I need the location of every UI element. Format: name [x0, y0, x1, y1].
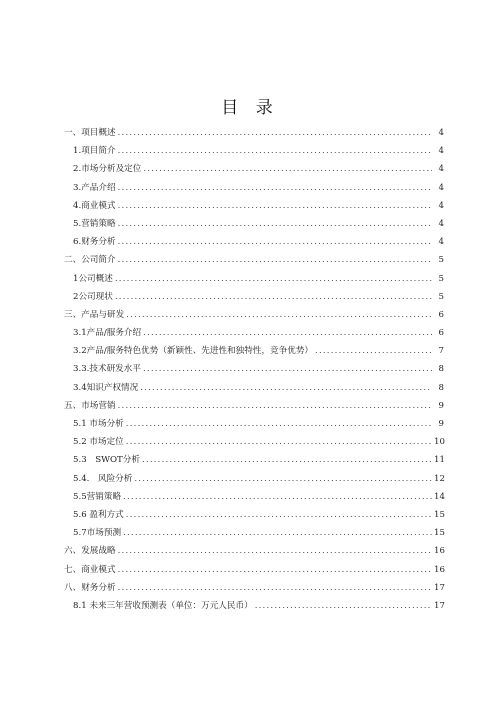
toc-entry[interactable]	[64, 160, 444, 178]
toc-entry-page-number: 17	[434, 582, 445, 593]
dot-leader	[118, 251, 432, 269]
dot-leader	[118, 142, 432, 160]
toc-entry[interactable]	[64, 561, 444, 579]
toc-entry[interactable]	[64, 324, 444, 342]
dot-leader	[126, 506, 432, 524]
toc-entry-label: 2.市场分析及定位	[73, 164, 142, 175]
toc-entry-page-number: 14	[434, 491, 445, 502]
toc-entry-label: 3.2产品/服务特色优势（新颖性、先进性和独特性，竞争优势）	[73, 346, 314, 357]
toc-entry-page-number: 12	[434, 473, 445, 484]
toc-entry-page-number: 16	[434, 546, 445, 557]
toc-entry[interactable]	[64, 597, 444, 615]
dot-leader	[118, 179, 432, 197]
dot-leader	[255, 597, 432, 615]
toc-entry-label: 1.项目简介	[73, 146, 116, 157]
dot-leader	[118, 124, 432, 142]
toc-entry-label: 三、产品与研发	[64, 309, 125, 320]
toc-entry-label: 6.财务分析	[73, 237, 116, 248]
dot-leader	[123, 488, 432, 506]
toc-entry[interactable]	[64, 451, 444, 469]
toc-entry[interactable]	[64, 270, 444, 288]
toc-entry[interactable]	[64, 215, 444, 233]
toc-entry-page-number: 17	[434, 600, 445, 611]
toc-entry[interactable]	[64, 415, 444, 433]
toc-entry[interactable]	[64, 251, 444, 269]
toc-entry[interactable]	[64, 288, 444, 306]
toc-entry-label: 5.2 市场定位	[73, 437, 124, 448]
toc-entry-label: 5.1 市场分析	[73, 419, 124, 429]
toc-entry-page-number: 4	[438, 200, 444, 211]
toc-entry-page-number: 15	[434, 528, 445, 539]
toc-entry-label: 二、公司简介	[64, 255, 116, 266]
dot-leader	[118, 197, 432, 215]
dot-leader	[143, 324, 432, 342]
toc-entry[interactable]	[64, 579, 444, 597]
toc-entry[interactable]	[64, 524, 444, 542]
toc-entry[interactable]	[64, 142, 444, 160]
dot-leader	[118, 542, 432, 560]
toc-entry-page-number: 16	[434, 564, 445, 575]
toc-entry-label: 1公司概述	[73, 273, 113, 284]
toc-entry-page-number: 7	[438, 346, 444, 357]
toc-entry-page-number: 11	[434, 455, 445, 466]
toc-entry-page-number: 4	[438, 182, 444, 193]
toc-entry-page-number: 9	[438, 400, 444, 411]
toc-entry-label: 5.3 SWOT分析	[73, 455, 140, 466]
toc-entry[interactable]	[64, 306, 444, 324]
toc-entry-page-number: 8	[438, 382, 444, 393]
dot-leader	[143, 160, 432, 178]
toc-entry-label: 5.6 盈利方式	[73, 509, 124, 520]
toc-entry-page-number: 4	[438, 146, 444, 157]
toc-entry-label: 五、市场营销	[64, 400, 116, 411]
dot-leader	[115, 288, 432, 306]
toc-entry[interactable]	[64, 124, 444, 142]
toc-entry-label: 2公司现状	[73, 291, 113, 302]
toc-entry-label: 一、项目概述	[64, 128, 116, 138]
toc-entry-page-number: 10	[434, 437, 445, 448]
toc-entry-label: 5.营销策略	[73, 218, 116, 229]
toc-entry-label: 5.4. 风险分析	[73, 473, 133, 484]
toc-entry[interactable]	[64, 179, 444, 197]
toc-entry-page-number: 4	[438, 218, 444, 229]
toc-entry-label: 3.产品介绍	[73, 182, 116, 193]
table-of-contents	[64, 124, 444, 615]
dot-leader	[118, 561, 432, 579]
toc-entry[interactable]	[64, 197, 444, 215]
toc-entry[interactable]	[64, 233, 444, 251]
toc-entry-page-number: 4	[438, 128, 444, 138]
dot-leader	[126, 306, 432, 324]
toc-entry-label: 3.1产品/服务介绍	[73, 328, 142, 339]
dot-leader	[126, 415, 432, 433]
toc-entry-label: 六、发展战略	[64, 546, 116, 557]
toc-entry-label: 3.3.技术研发水平	[73, 364, 141, 375]
dot-leader	[142, 451, 432, 469]
toc-entry-page-number: 9	[438, 419, 444, 429]
dot-leader	[118, 215, 432, 233]
toc-entry[interactable]	[64, 433, 444, 451]
dot-leader	[118, 579, 432, 597]
toc-entry-page-number: 6	[438, 328, 444, 339]
toc-entry-page-number: 15	[434, 509, 445, 520]
dot-leader	[315, 342, 432, 360]
toc-title: 目 录	[221, 98, 279, 118]
toc-entry[interactable]	[64, 360, 444, 378]
toc-entry[interactable]	[64, 342, 444, 360]
toc-entry-label: 5.7市场预测	[73, 528, 122, 539]
toc-entry-page-number: 5	[438, 291, 444, 302]
toc-entry[interactable]	[64, 397, 444, 415]
toc-entry-label: 4.商业模式	[73, 200, 116, 211]
toc-entry-label: 八、财务分析	[64, 582, 116, 593]
toc-entry-label: 5.5营销策略	[73, 491, 122, 502]
dot-leader	[123, 524, 432, 542]
toc-entry-page-number: 5	[438, 273, 444, 284]
toc-entry[interactable]	[64, 542, 444, 560]
dot-leader	[140, 379, 432, 397]
toc-entry-label: 8.1 未来三年营收预测表（单位：万元人民币）	[73, 600, 253, 611]
toc-entry-page-number: 5	[438, 255, 444, 266]
toc-entry-page-number: 6	[438, 309, 444, 320]
dot-leader	[134, 470, 432, 488]
toc-entry[interactable]	[64, 470, 444, 488]
dot-leader	[143, 360, 432, 378]
toc-entry-page-number: 4	[438, 164, 444, 175]
dot-leader	[126, 433, 432, 451]
toc-entry[interactable]	[64, 379, 444, 397]
toc-entry-label: 3.4知识产权情况	[73, 382, 139, 393]
toc-entry[interactable]	[64, 488, 444, 506]
toc-entry[interactable]	[64, 506, 444, 524]
dot-leader	[115, 270, 432, 288]
toc-entry-page-number: 8	[438, 364, 444, 375]
dot-leader	[118, 233, 432, 251]
toc-entry-page-number: 4	[438, 237, 444, 248]
toc-entry-label: 七、商业模式	[64, 564, 116, 575]
dot-leader	[118, 397, 432, 415]
